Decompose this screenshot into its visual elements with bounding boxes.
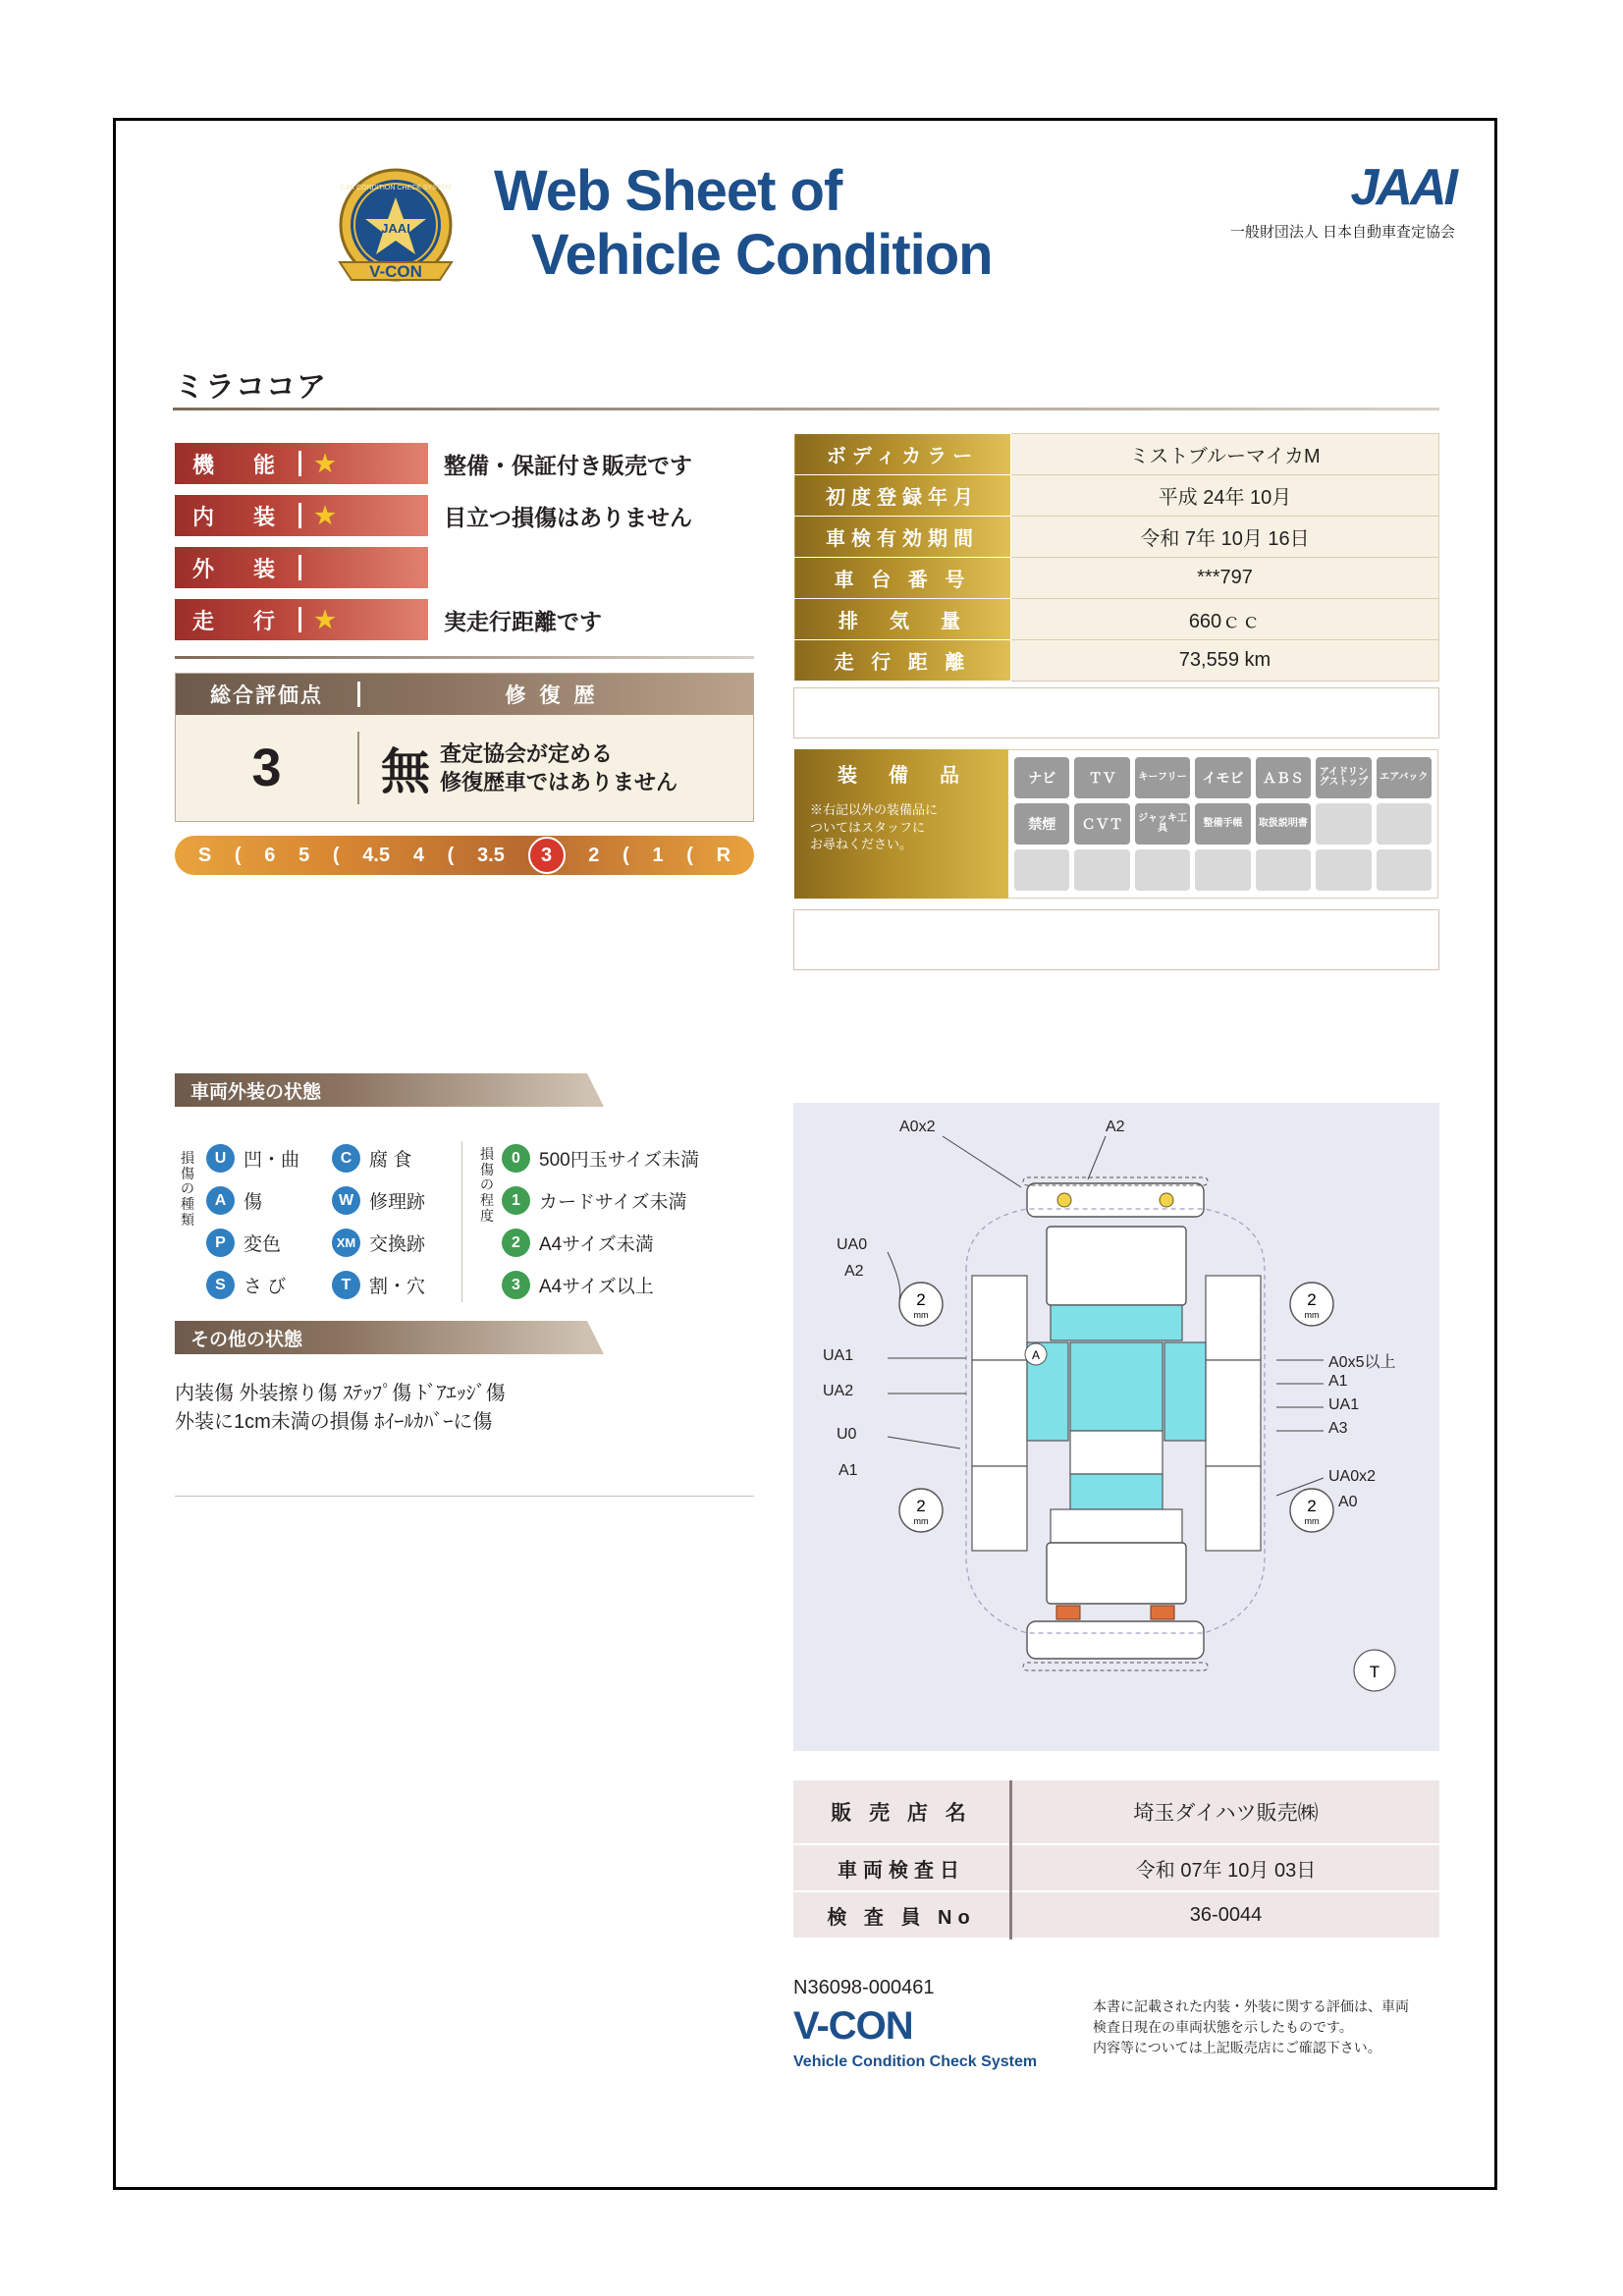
rating-text: 目立つ損傷はありません xyxy=(444,504,692,530)
equipment-chip: 取扱説明書 xyxy=(1256,803,1311,845)
grade-option: 2 xyxy=(588,844,600,866)
legend-item xyxy=(502,1137,708,1179)
footer-vcon-subtitle: Vehicle Condition Check System xyxy=(793,2053,1038,2070)
legend-inner xyxy=(175,1137,754,1306)
legend-item-label: 交換跡 xyxy=(369,1234,426,1255)
rating-bar xyxy=(175,495,428,536)
score-panel-header xyxy=(176,674,753,715)
diagram-label: UA0x2 xyxy=(1328,1468,1377,1485)
rating-bar xyxy=(175,599,428,640)
equipment-chip: ジャッキ工具 xyxy=(1135,803,1190,845)
diagram-label: A0 xyxy=(1338,1494,1358,1510)
diagram-label: UA1 xyxy=(1328,1396,1360,1413)
legend-type-columns xyxy=(200,1137,754,1306)
diagram-label: A3 xyxy=(1328,1420,1348,1437)
other-condition-text xyxy=(175,1380,754,1437)
svg-text:mm: mm xyxy=(1304,1310,1320,1320)
right-column xyxy=(793,433,1439,970)
rating-bar xyxy=(175,547,428,588)
dealer-key: 販 売 店 名 xyxy=(793,1780,1011,1844)
grade-option-selected: 3 xyxy=(528,837,566,874)
legend-degree-column xyxy=(502,1137,708,1306)
rating-row xyxy=(175,547,754,588)
damage-code-icon: W xyxy=(332,1186,360,1215)
divider xyxy=(298,451,301,476)
legend-item-label: 500円玉サイズ未満 xyxy=(539,1150,700,1171)
legend-item-label: 割・穴 xyxy=(369,1277,426,1297)
diagram-label: U0 xyxy=(837,1426,857,1443)
other-condition-line-2: 外装に1cm未満の損傷 ﾎｲｰﾙｶﾊﾞｰに傷 xyxy=(175,1411,493,1433)
grade-option: 5 xyxy=(298,844,310,866)
rating-text: 整備・保証付き販売です xyxy=(444,452,692,478)
table-row xyxy=(793,1780,1439,1844)
repair-history-text-line-2: 修復歴車ではありません xyxy=(440,770,678,794)
spec-value: ミストブルーマイカM xyxy=(1011,434,1439,475)
spec-key: 車検有効期間 xyxy=(794,517,1011,558)
equipment-header xyxy=(794,749,1008,899)
svg-text:mm: mm xyxy=(1304,1516,1320,1526)
equipment-notes-box-empty xyxy=(793,909,1439,970)
legend-item-label: 凹・曲 xyxy=(243,1150,300,1171)
dealer-value: 令和 07年 10月 03日 xyxy=(1011,1844,1440,1891)
grade-option: 4 xyxy=(412,844,424,866)
damage-degree-icon: 1 xyxy=(502,1186,530,1215)
equipment-chip: 禁煙 xyxy=(1014,803,1069,845)
damage-code-icon: P xyxy=(206,1229,235,1257)
equipment-note-line-2: ついてはスタッフに xyxy=(810,819,926,835)
equipment-note xyxy=(794,801,1008,853)
spec-value: 73,559 km xyxy=(1011,640,1439,682)
rating-label: 内 装 xyxy=(192,504,285,529)
rating-label: 走 行 xyxy=(192,608,285,633)
divider xyxy=(175,1496,754,1497)
notes-box-empty xyxy=(793,687,1439,738)
page-title xyxy=(494,160,993,288)
damage-degree-icon: 0 xyxy=(502,1144,530,1173)
damage-code-icon: U xyxy=(206,1144,235,1173)
legend-item-label: 傷 xyxy=(243,1192,263,1213)
equipment-chip xyxy=(1195,849,1250,891)
legend-item xyxy=(502,1264,708,1306)
spec-key: 排 気 量 xyxy=(794,599,1011,640)
table-row xyxy=(794,599,1439,640)
rating-label: 機 能 xyxy=(192,452,285,477)
spec-value: 660ｃｃ xyxy=(1011,599,1439,640)
equipment-chip: ナビ xyxy=(1014,757,1069,798)
divider xyxy=(175,656,754,659)
repair-history-header-label: 修復歴 xyxy=(505,684,609,707)
svg-text:JAAI: JAAI xyxy=(381,221,410,236)
svg-text:2: 2 xyxy=(916,1497,926,1515)
svg-text:2: 2 xyxy=(916,1290,926,1309)
legend-item xyxy=(206,1179,332,1222)
footer-note-line-1: 本書に記載された内装・外装に関する評価は、車両 xyxy=(1093,1998,1409,2014)
equipment-chip xyxy=(1074,849,1129,891)
footer-note-line-3: 内容等については上記販売店にご確認下さい。 xyxy=(1093,2040,1381,2055)
grade-separator: ( xyxy=(686,844,693,866)
equipment-panel xyxy=(793,748,1439,900)
title-line-2: Vehicle Condition xyxy=(531,222,993,287)
equipment-chip xyxy=(1135,849,1190,891)
equipment-chip xyxy=(1316,803,1371,845)
svg-text:T: T xyxy=(1369,1663,1380,1681)
vehicle-spec-table xyxy=(793,433,1439,682)
rating-text: 実走行距離です xyxy=(444,608,602,634)
document-number: N36098-000461 xyxy=(793,1977,935,1998)
equipment-title: 装 備 品 xyxy=(838,765,965,787)
score-panel xyxy=(175,673,754,822)
damage-degree-icon: 2 xyxy=(502,1229,530,1257)
grade-option: 6 xyxy=(264,844,276,866)
legend-item-label: カードサイズ未満 xyxy=(539,1192,687,1213)
equipment-chip: エアバック xyxy=(1377,757,1432,798)
table-row xyxy=(794,434,1439,475)
vcon-seal-icon xyxy=(322,160,469,307)
repair-history-mark: 無 xyxy=(381,744,430,799)
rating-label: 外 装 xyxy=(192,556,285,581)
legend-item xyxy=(502,1222,708,1264)
spec-key: 初度登録年月 xyxy=(794,475,1011,517)
score-header-label: 総合評価点 xyxy=(210,684,323,707)
svg-text:2: 2 xyxy=(1307,1290,1317,1309)
equipment-chip: アイドリングストップ xyxy=(1316,757,1371,798)
equipment-note-line-1: ※右記以外の装備品に xyxy=(810,802,939,817)
title-line-1: Web Sheet of xyxy=(494,159,842,223)
equipment-chip: イモビ xyxy=(1195,757,1250,798)
damage-code-icon: XM xyxy=(332,1229,360,1257)
legend-item-label: 修理跡 xyxy=(369,1192,426,1213)
overall-score-value: 3 xyxy=(251,738,282,797)
grade-separator: ( xyxy=(234,844,242,866)
equipment-note-line-3: お尋ねください。 xyxy=(810,837,913,852)
table-row xyxy=(794,640,1439,682)
dealer-table xyxy=(793,1780,1439,1940)
legend-column xyxy=(206,1137,332,1306)
grade-option: 4.5 xyxy=(362,844,391,866)
equipment-chip xyxy=(1377,803,1432,845)
rating-row xyxy=(175,443,754,484)
legend-degree-label: 損 傷 の 程 度 xyxy=(480,1146,494,1224)
vehicle-name: ミラココア xyxy=(175,371,327,404)
svg-text:mm: mm xyxy=(913,1516,929,1526)
equipment-chip: キーフリー xyxy=(1135,757,1190,798)
diagram-label: A2 xyxy=(1106,1119,1125,1135)
spec-key: 車 台 番 号 xyxy=(794,558,1011,599)
repair-history-text-line-1: 査定協会が定める xyxy=(440,740,614,766)
grade-separator: ( xyxy=(622,844,629,866)
damage-code-icon: C xyxy=(332,1144,360,1173)
grade-separator: ( xyxy=(332,844,340,866)
left-column xyxy=(175,433,754,875)
table-row xyxy=(794,558,1439,599)
diagram-label: UA1 xyxy=(823,1347,854,1364)
section-header-exterior: 車両外装の状態 xyxy=(175,1073,587,1107)
damage-legend xyxy=(175,1137,754,1306)
grade-option: R xyxy=(716,844,731,866)
svg-text:A: A xyxy=(1031,1348,1041,1362)
rating-row xyxy=(175,495,754,536)
diagram-label: A2 xyxy=(844,1263,864,1280)
divider xyxy=(173,408,1439,410)
divider xyxy=(298,555,301,580)
spec-value: ***797 xyxy=(1011,558,1439,599)
grade-option: S xyxy=(197,844,212,866)
footer-note xyxy=(1093,1996,1409,2058)
legend-item xyxy=(206,1264,332,1306)
diagram-label: UA2 xyxy=(823,1383,854,1399)
legend-item xyxy=(206,1222,332,1264)
table-row xyxy=(794,517,1439,558)
equipment-chip xyxy=(1377,849,1432,891)
equipment-chip: ＴＶ xyxy=(1074,757,1129,798)
rating-list xyxy=(175,443,754,640)
diagram-label: A0x5以上 xyxy=(1328,1354,1396,1371)
spec-value: 平成 24年 10月 xyxy=(1011,475,1439,517)
equipment-chip xyxy=(1316,849,1371,891)
table-row xyxy=(793,1891,1439,1939)
section-header-other: その他の状態 xyxy=(175,1321,587,1354)
legend-item-label: 変色 xyxy=(243,1234,282,1255)
equipment-chip: ＡＢＳ xyxy=(1256,757,1311,798)
legend-item-label: さ び xyxy=(243,1277,287,1297)
svg-text:mm: mm xyxy=(913,1310,929,1320)
damage-degree-icon: 3 xyxy=(502,1271,530,1299)
vehicle-damage-diagram xyxy=(793,1103,1439,1751)
footer-vcon-logo: V-CON xyxy=(793,2004,913,2048)
equipment-chip: ＣＶＴ xyxy=(1074,803,1129,845)
equipment-body xyxy=(1008,749,1438,899)
equipment-grid xyxy=(1014,757,1432,891)
spec-value: 令和 7年 10月 16日 xyxy=(1011,517,1439,558)
grade-option: 1 xyxy=(652,844,664,866)
score-panel-body xyxy=(176,715,753,821)
dealer-value: 埼玉ダイハツ販売㈱ xyxy=(1011,1780,1440,1844)
other-condition-line-1: 内装傷 外装擦り傷 ｽﾃｯﾌﾟ傷 ﾄﾞｱｴｯｼﾞ傷 xyxy=(175,1383,506,1404)
dealer-key: 検 査 員 No xyxy=(793,1891,1011,1939)
rating-bar xyxy=(175,443,428,484)
diagram-label: A0x2 xyxy=(899,1119,936,1135)
jaai-brand xyxy=(1229,159,1455,242)
table-row xyxy=(793,1844,1439,1891)
grade-separator: ( xyxy=(447,844,455,866)
damage-code-icon: S xyxy=(206,1271,235,1299)
repair-history-text xyxy=(440,739,677,796)
svg-text:2: 2 xyxy=(1307,1497,1317,1515)
equipment-chip xyxy=(1256,849,1311,891)
legend-item xyxy=(206,1137,332,1179)
diagram-label: A1 xyxy=(839,1462,858,1479)
repair-history-value xyxy=(359,733,753,803)
legend-item-label: A4サイズ以上 xyxy=(539,1277,654,1297)
jaai-subtitle: 一般財団法人 日本自動車査定協会 xyxy=(1229,224,1455,241)
legend-column xyxy=(332,1137,458,1306)
star-icon: ★ xyxy=(313,500,338,530)
damage-code-icon: T xyxy=(332,1271,360,1299)
equipment-chip xyxy=(1014,849,1069,891)
dealer-key: 車両検査日 xyxy=(793,1844,1011,1891)
document-header xyxy=(116,121,1494,347)
table-row xyxy=(794,475,1439,517)
rating-row xyxy=(175,599,754,640)
legend-item xyxy=(332,1179,458,1222)
divider xyxy=(461,1141,462,1302)
diagram-label: UA0 xyxy=(837,1236,868,1253)
svg-text:V-CON: V-CON xyxy=(369,262,422,281)
legend-item xyxy=(332,1264,458,1306)
document-page xyxy=(113,118,1497,2190)
legend-item xyxy=(502,1179,708,1222)
star-icon: ★ xyxy=(313,604,338,634)
grade-scale xyxy=(175,836,754,875)
grade-option: 3.5 xyxy=(477,844,505,866)
legend-item xyxy=(332,1222,458,1264)
legend-item xyxy=(332,1137,458,1179)
legend-type-label: 損 傷 の 種 類 xyxy=(181,1150,194,1228)
equipment-chip: 整備手帳 xyxy=(1195,803,1250,845)
svg-text:CAR CONDITION CHECK SYSTEM: CAR CONDITION CHECK SYSTEM xyxy=(340,185,452,191)
spec-key: 走 行 距 離 xyxy=(794,640,1011,682)
star-icon: ★ xyxy=(313,448,338,478)
legend-item-label: 腐 食 xyxy=(369,1150,412,1171)
footer-note-line-2: 検査日現在の車両状態を示したものです。 xyxy=(1093,2019,1353,2035)
spec-key: ボディカラー xyxy=(794,434,1011,475)
damage-code-icon: A xyxy=(206,1186,235,1215)
dealer-value: 36-0044 xyxy=(1011,1891,1440,1939)
diagram-label: A1 xyxy=(1328,1373,1348,1390)
divider xyxy=(298,503,301,528)
jaai-logo: JAAI xyxy=(1350,159,1455,216)
legend-item-label: A4サイズ未満 xyxy=(539,1234,654,1255)
divider xyxy=(298,607,301,632)
